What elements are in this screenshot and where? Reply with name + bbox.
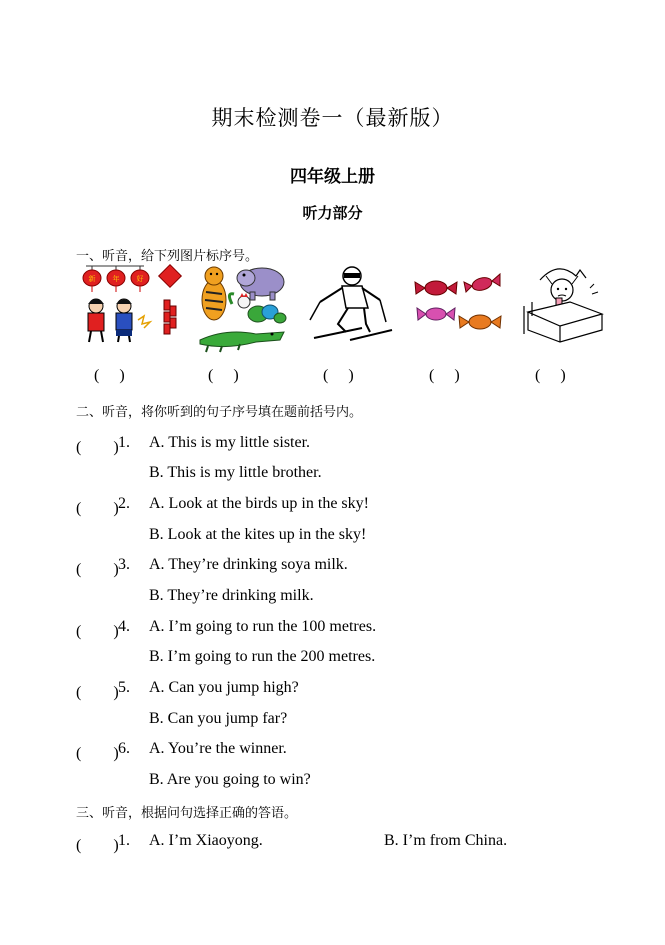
- animals-picture: [196, 262, 292, 354]
- answer-paren: ( ): [76, 623, 119, 640]
- tiger-icon: [202, 267, 226, 320]
- question-number: 5.: [118, 679, 130, 696]
- sick-child-picture: [520, 262, 606, 346]
- grade-label: 四年级上册: [290, 167, 375, 187]
- question-number: 3.: [118, 556, 130, 573]
- option-a: A. You’re the winner.: [149, 740, 287, 757]
- answer-paren: ( ): [76, 561, 119, 578]
- option-a: A. They’re drinking soya milk.: [149, 556, 348, 573]
- section3-heading: 三、听音，根据问句选择正确的答语。: [76, 806, 298, 821]
- picture-answer-bracket: ( ): [429, 367, 460, 384]
- option-b: B. Look at the kites up in the sky!: [149, 526, 367, 543]
- option-a: A. I’m going to run the 100 metres.: [149, 618, 377, 635]
- candies-picture: [412, 262, 504, 342]
- rooster-icon: [229, 293, 250, 308]
- option-b: B. Can you jump far?: [149, 710, 288, 727]
- lantern-icon: [107, 266, 125, 292]
- answer-paren: ( ): [76, 745, 119, 762]
- answer-paren: ( ): [76, 684, 119, 701]
- picture-answer-bracket: ( ): [94, 367, 125, 384]
- skier-picture: [306, 262, 394, 344]
- option-a: A. This is my little sister.: [149, 434, 311, 451]
- option-b: B. Are you going to win?: [149, 771, 311, 788]
- bird-icon: [248, 305, 286, 323]
- question-number: 1.: [118, 434, 130, 451]
- section1-heading: 一、听音，给下列图片标序号。: [76, 249, 259, 264]
- option-b: B. This is my little brother.: [149, 464, 322, 481]
- question-number: 2.: [118, 495, 130, 512]
- page-title: 期末检测卷一（最新版）: [211, 106, 454, 130]
- option-b: B. I’m from China.: [384, 832, 508, 849]
- picture-answer-bracket: ( ): [323, 367, 354, 384]
- picture-answer-bracket: ( ): [208, 367, 239, 384]
- answer-paren: ( ): [76, 500, 119, 517]
- new-year-children-picture: [78, 262, 186, 348]
- picture-answer-bracket: ( ): [535, 367, 566, 384]
- part-label: 听力部分: [302, 204, 363, 222]
- answer-paren: ( ): [76, 439, 119, 456]
- question-number: 4.: [118, 618, 130, 635]
- lantern-icon: [131, 266, 149, 292]
- option-b: B. I’m going to run the 200 metres.: [149, 648, 376, 665]
- option-a: A. I’m Xiaoyong.: [149, 832, 263, 849]
- option-a: A. Can you jump high?: [149, 679, 299, 696]
- section2-heading: 二、听音，将你听到的句子序号填在题前括号内。: [76, 405, 363, 420]
- lantern-char: 好: [136, 275, 144, 283]
- lantern-char: 年: [112, 275, 120, 283]
- lantern-icon: [83, 266, 101, 292]
- crocodile-icon: [200, 332, 284, 352]
- answer-paren: ( ): [76, 837, 119, 854]
- candy-icon: [464, 274, 500, 292]
- candy-icon: [415, 281, 457, 295]
- hippo-icon: [237, 268, 284, 300]
- option-a: A. Look at the birds up in the sky!: [149, 495, 369, 512]
- question-number: 1.: [118, 832, 130, 849]
- candy-icon: [459, 315, 501, 329]
- candy-icon: [417, 308, 455, 320]
- option-b: B. They’re drinking milk.: [149, 587, 314, 604]
- firecracker-icon: [164, 300, 176, 334]
- question-number: 6.: [118, 740, 130, 757]
- lantern-char: 新: [88, 275, 96, 283]
